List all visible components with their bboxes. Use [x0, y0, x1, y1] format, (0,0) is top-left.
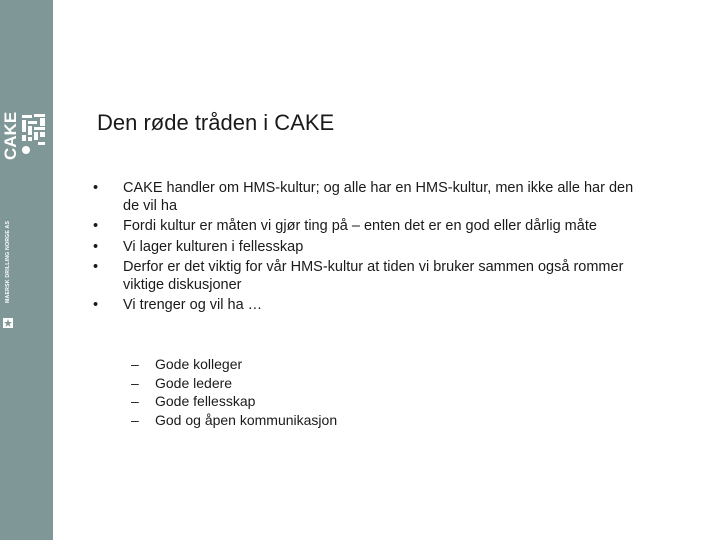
sub-bullet-item: [131, 374, 551, 393]
bullet-text: Vi lager kulturen i fellesskap: [123, 238, 304, 255]
bullet-text: Fordi kultur er måten vi gjør ting på – enten det er en god eller dårlig måte: [123, 218, 597, 234]
sub-bullet-item: [131, 392, 551, 411]
bullet-item: [92, 218, 652, 236]
sub-bullet-text: Gode kolleger: [155, 356, 243, 372]
sub-bullet-symbol: –: [131, 374, 139, 391]
sub-bullet-symbol: –: [131, 393, 139, 409]
bullet-item: [92, 180, 652, 215]
bullet-text: Derfor er det viktig for vår HMS-kultur at tiden vi bruker sammen også rommer viktige diskusjoner: [123, 259, 624, 293]
sub-bullet-symbol: –: [131, 411, 139, 428]
bullet-item: [92, 239, 652, 257]
bullet-symbol: •: [93, 297, 99, 313]
sidebar: [0, 0, 53, 540]
cake-logo-icon: [20, 112, 48, 158]
bullet-text: Vi trenger og vil ha …: [123, 297, 263, 313]
slide-title: Den røde tråden i CAKE: [97, 110, 335, 135]
sub-bullet-text: Gode fellesskap: [155, 393, 256, 409]
bullet-list: [92, 180, 652, 318]
bullet-symbol: •: [93, 238, 99, 255]
company-name-text: MAERSK DRILLING NORGE AS: [5, 220, 11, 304]
bullet-text: CAKE handler om HMS-kultur; og alle har en HMS-kultur, men ikke alle har den de vil ha: [123, 180, 634, 214]
sub-bullet-list: [131, 355, 551, 429]
sub-bullet-text: Gode ledere: [155, 374, 233, 391]
bullet-item: [92, 259, 652, 294]
bullet-item: [92, 297, 652, 315]
sub-bullet-item: [131, 355, 551, 374]
bullet-symbol: •: [93, 259, 99, 275]
sub-bullet-symbol: –: [131, 356, 139, 372]
bullet-symbol: •: [93, 180, 99, 196]
cake-logo-text: CAKE: [1, 111, 20, 161]
sub-bullet-text: God og åpen kommunikasjon: [155, 411, 338, 428]
sub-bullet-item: [131, 411, 551, 430]
star-icon: [3, 318, 13, 328]
bullet-symbol: •: [93, 218, 99, 234]
